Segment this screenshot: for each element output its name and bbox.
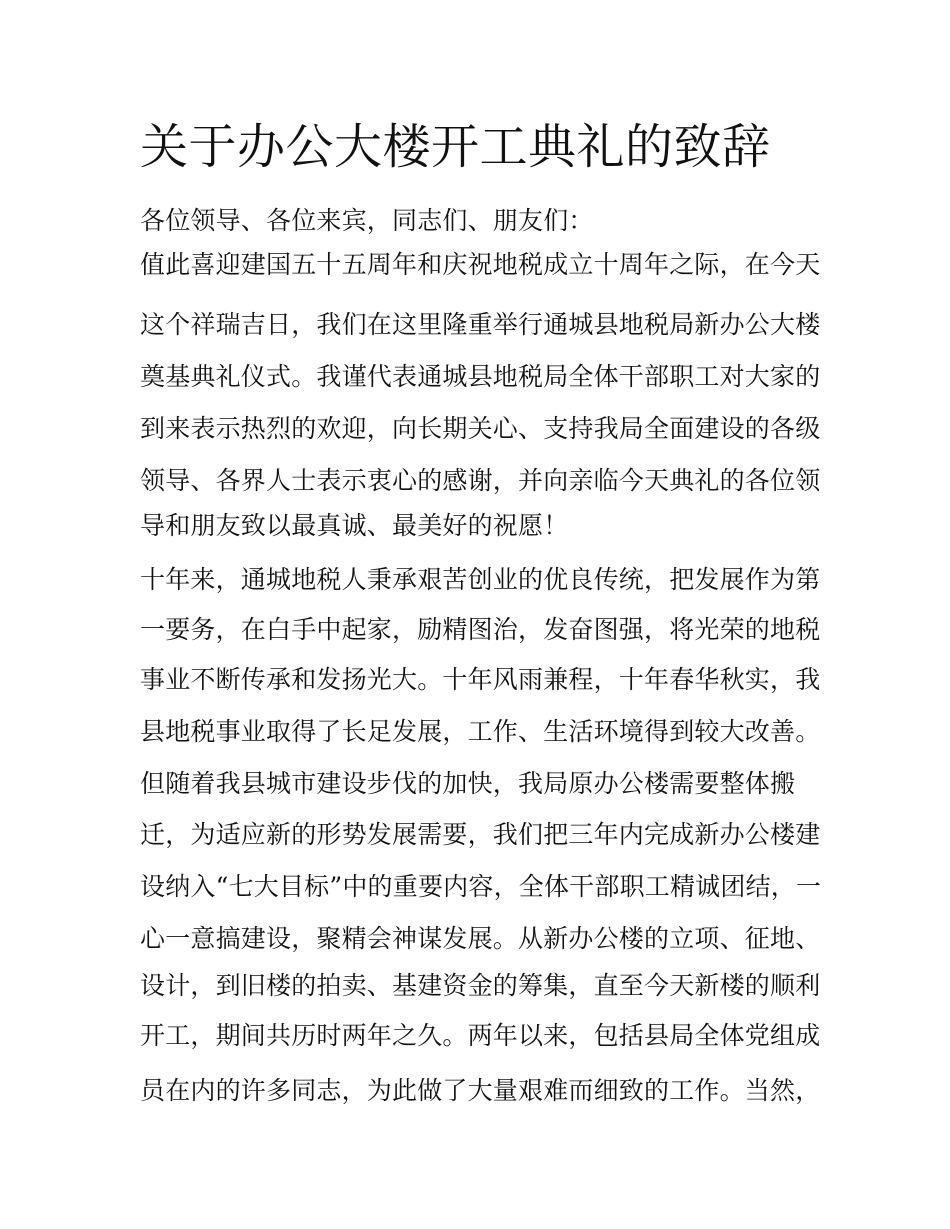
body-line: 但随着我县城市建设步伐的加快，我局原办公楼需要整体搬: [140, 769, 796, 798]
body-line: 值此喜迎建国五十五周年和庆祝地税成立十周年之际，在今天: [140, 250, 821, 279]
body-line: 导和朋友致以最真诚、最美好的祝愿！: [140, 511, 569, 540]
salutation-line: 各位领导、各位来宾，同志们、朋友们：: [140, 206, 594, 235]
body-line: 事业不断传承和发扬光大。十年风雨兼程，十年春华秋实，我: [140, 665, 821, 694]
body-line: 迁，为适应新的形势发展需要，我们把三年内完成新办公楼建: [140, 820, 821, 849]
body-line: 这个祥瑞吉日，我们在这里隆重举行通城县地税局新办公大楼: [140, 310, 821, 339]
body-line: 县地税事业取得了长足发展，工作、生活环境得到较大改善。: [140, 717, 821, 746]
document-title: 关于办公大楼开工典礼的致辞: [140, 119, 771, 175]
body-line: 设纳入“七大目标”中的重要内容，全体干部职工精诚团结，一: [140, 872, 822, 901]
body-line: 十年来，通城地税人秉承艰苦创业的优良传统，把发展作为第: [140, 565, 821, 594]
body-line: 设计，到旧楼的拍卖、基建资金的筹集，直至今天新楼的顺利: [140, 971, 821, 1000]
body-line: 奠基典礼仪式。我谨代表通城县地税局全体干部职工对大家的: [140, 362, 821, 391]
body-line: 员在内的许多同志，为此做了大量艰难而细致的工作。当然，: [140, 1076, 821, 1105]
body-line: 心一意搞建设，聚精会神谋发展。从新办公楼的立项、征地、: [140, 924, 821, 953]
body-line: 一要务，在白手中起家，励精图治，发奋图强，将光荣的地税: [140, 615, 821, 644]
body-line: 开工，期间共历时两年之久。两年以来，包括县局全体党组成: [140, 1021, 821, 1050]
body-line: 到来表示热烈的欢迎，向长期关心、支持我局全面建设的各级: [140, 414, 821, 443]
body-line: 领导、各界人士表示衷心的感谢，并向亲临今天典礼的各位领: [140, 466, 821, 495]
